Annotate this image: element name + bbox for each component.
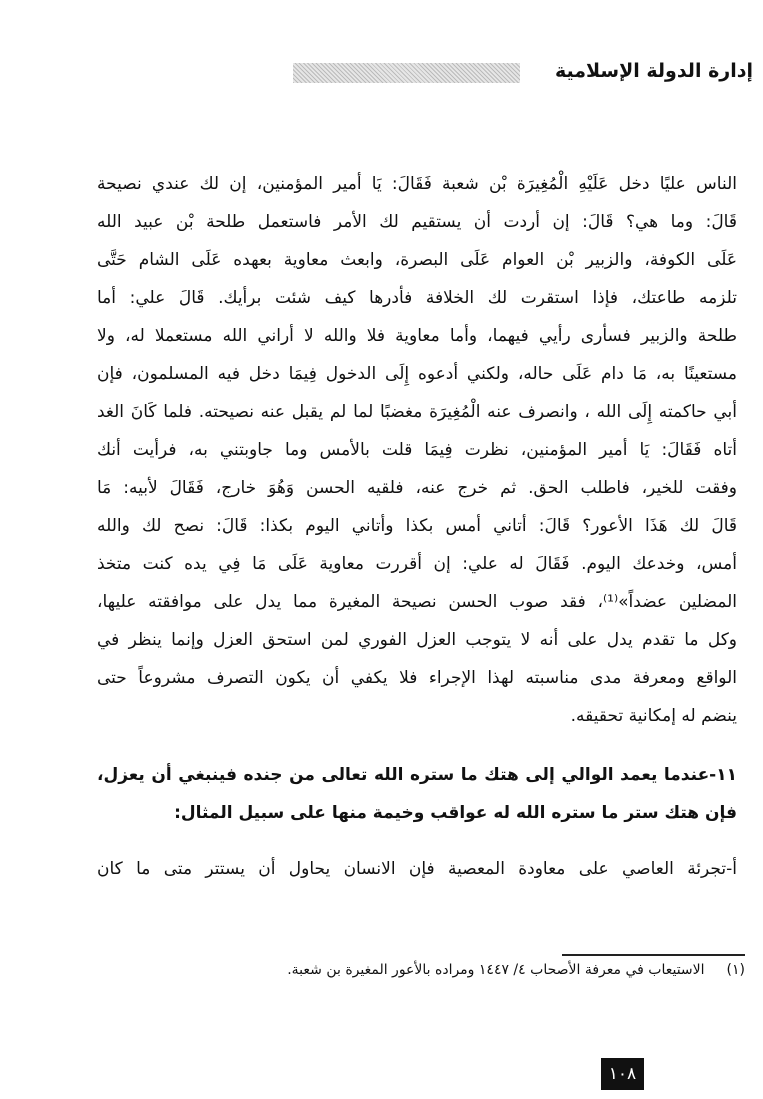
body-line: المضلين عضداً»⁽¹⁾، فقد صوب الحسن نصيحة المغيرة مما يدل على موافقته عليها، xyxy=(97,592,738,612)
list-item-line: أ-تجرئة العاصي على معاودة المعصية فإن الانسان يحاول أن يستتر متى ما كان xyxy=(97,859,737,879)
header-decorative-bar xyxy=(293,63,520,83)
body-line: قَالَ لك هَذَا الأعور؟ قَالَ: أتاني أمس بكذا وأتاني اليوم بكذا: قَالَ: نصح لك والله xyxy=(97,516,737,536)
footnote-separator xyxy=(562,954,745,956)
body-line: طلحة والزبير فسأرى رأيي فيهما، وأما معاوية فلا والله لا أراني الله مستعملا له، ولا xyxy=(97,326,737,346)
footnote xyxy=(287,962,745,978)
heading-line: ١١-عندما يعمد الوالي إلى هتك ما ستره الله تعالى من جنده فينبغي أن يعزل، xyxy=(97,765,737,785)
body-line: وكل ما تقدم يدل على أنه لا يتوجب العزل الفوري لمن استحق العزل وإنما ينظر في xyxy=(97,630,737,650)
footnote-text: الاستيعاب في معرفة الأصحاب ٤/ ١٤٤٧ ومراده بالأعور المغيرة بن شعبة. xyxy=(287,962,705,978)
running-header-title: إدارة الدولة الإسلامية xyxy=(554,60,753,82)
footnote-marker: (١) xyxy=(726,962,745,978)
body-line: الواقع ومعرفة مدى مناسبته لهذا الإجراء فلا يكفي أن يكون التصرف مشروعاً حتى xyxy=(97,668,737,688)
body-line: أبي حاكمته إِلَى الله ، وانصرف عنه الْمُغِيرَة مغضبًا لما لم يقبل عنه نصيحته. فلما كَانَ الغد xyxy=(97,402,737,422)
body-line: أمس، وخدعك اليوم. فَقَالَ له علي: إن أقررت معاوية عَلَى مَا فِي يده كنت متخذ xyxy=(97,554,737,574)
page-number: ١٠٨ xyxy=(601,1058,644,1090)
body-line: عَلَى الكوفة، والزبير بْن العوام عَلَى البصرة، وابعث معاوية بعهده عَلَى الشام حَتَّى xyxy=(97,250,737,270)
body-line: أتاه فَقَالَ: يَا أمير المؤمنين، نظرت فِيمَا قلت بالأمس وما جاوبتني به، فرأيت أنك xyxy=(97,440,737,460)
body-line: الناس عليًا دخل عَلَيْهِ الْمُغِيرَة بْن شعبة فَقَالَ: يَا أمير المؤمنين، إن لك عندي نصيحة xyxy=(97,174,737,194)
body-line: قَالَ: وما هي؟ قَالَ: إن أردت أن يستقيم لك الأمر فاستعمل طلحة بْن عبيد الله xyxy=(97,212,737,232)
body-line: ينضم له إمكانية تحقيقه. xyxy=(570,706,737,726)
body-line: وفقت للخير، فاطلب الحق. ثم خرج عنه، فلقيه الحسن وَهُوَ خارج، فَقَالَ لأبيه: مَا xyxy=(97,478,737,498)
body-line: تلزمه طاعتك، فإذا استقرت لك الخلافة فأدرها كيف شئت برأيك. قَالَ علي: أما xyxy=(97,288,737,308)
body-line: مستعينًا به، مَا دام عَلَى حاله، ولكني أدعوه إِلَى الدخول فِيمَا دخل فيه المسلمون، فإن xyxy=(97,364,737,384)
heading-line: فإن هتك ستر ما ستره الله له عواقب وخيمة منها على سبيل المثال: xyxy=(174,803,737,823)
